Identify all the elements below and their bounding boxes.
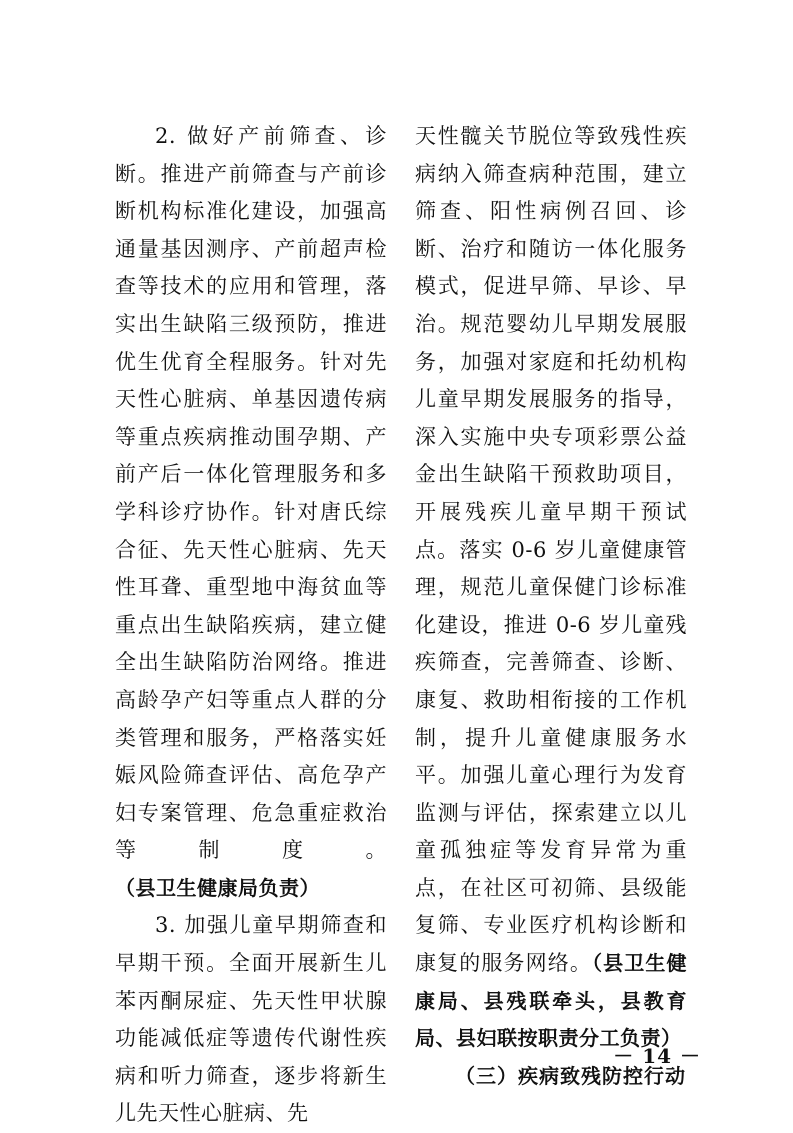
item-3-text-continued: 天性髋关节脱位等致残性疾病纳入筛查病种范围，建立筛查、阳性病例召回、诊断、治疗和随访一体化服务模式，促进早筛、早诊、早治。规范婴幼儿早期发展服务，加强对家庭和托幼机构儿童早期发展服务的指导，深入实施中央专项彩票公益金出生缺陷干预救助项目，开展残疾儿童早期干预试点。落实 0-6 岁儿童健康管理，规范儿童保健门诊标准化建设，推进 0-6 岁儿童残疾筛查，完善筛查、诊断、康复、救助相衔接的工作机制，提升儿童健康服务水平。加强儿童心理行为发育监测与评估，探索建立以儿童孤独症等发育异常为重点，在社区可初筛、县级能复筛、专业医疗机构诊断和康复的服务网络。 xyxy=(415,124,687,976)
left-column xyxy=(115,118,387,1133)
item-2-paragraph xyxy=(115,118,387,907)
right-column xyxy=(415,118,687,1095)
item-2-responsible-units: （县卫生健康局负责） xyxy=(115,875,320,900)
item-3-paragraph-continued xyxy=(415,118,687,1058)
item-3-responsible-units: （县卫生健康局、县残联牵头，县教育局、县妇联按职责分工负责） xyxy=(415,951,687,1051)
item-3-text-start: 3. 加强儿童早期筛查和早期干预。全面开展新生儿苯丙酮尿症、先天性甲状腺功能减低症等遗传代谢性疾病和听力筛查，逐步将新生儿先天性心脏病、先 xyxy=(115,913,387,1126)
section-heading: （三）疾病致残防控行动 xyxy=(455,1063,686,1088)
page-number: － 14 － xyxy=(613,1044,701,1068)
item-2-text: 2. 做好产前筛查、诊断。推进产前筛查与产前诊断机构标准化建设，加强高通量基因测序、产前超声检查等技术的应用和管理，落实出生缺陷三级预防，推进优生优育全程服务。针对先天性心脏病、单基因遗传病等重点疾病推动围孕期、产前产后一体化管理服务和多学科诊疗协作。针对唐氏综合征、先天性心脏病、先天性耳聋、重型地中海贫血等重点出生缺陷疾病，建立健全出生缺陷防治网络。推进高龄孕产妇等重点人群的分类管理和服务，严格落实妊娠风险筛查评估、高危孕产妇专案管理、危急重症救治等制度。 xyxy=(115,124,387,863)
item-3-paragraph-start xyxy=(115,907,387,1133)
